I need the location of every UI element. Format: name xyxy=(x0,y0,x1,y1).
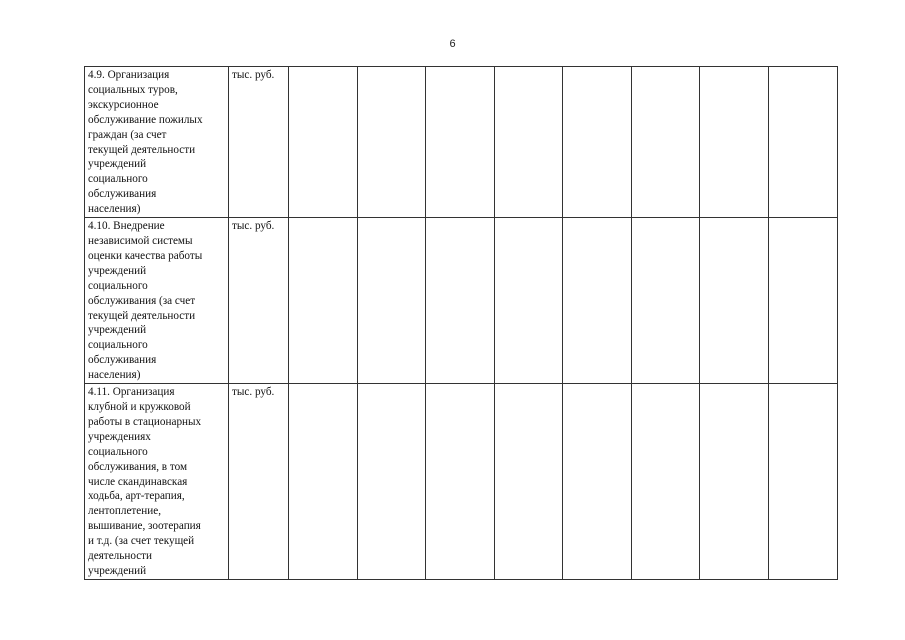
unit-cell xyxy=(229,67,289,218)
table-row xyxy=(85,384,838,580)
value-cell xyxy=(426,67,495,218)
unit-cell xyxy=(229,384,289,580)
table-row xyxy=(85,67,838,218)
value-cell xyxy=(563,67,632,218)
value-cell xyxy=(358,218,426,384)
measure-description: 4.9. Организация социальных туров, экскурсионное обслуживание пожилых граждан (за счет текущей деятельности учреждений социального обслуживания населения) xyxy=(88,69,203,216)
value-cell xyxy=(563,384,632,580)
value-cell xyxy=(700,67,769,218)
value-cell xyxy=(358,67,426,218)
value-cell xyxy=(769,218,838,384)
unit-cell xyxy=(229,218,289,384)
value-cell xyxy=(426,218,495,384)
value-cell xyxy=(289,384,358,580)
value-cell xyxy=(700,218,769,384)
unit-label: тыс. руб. xyxy=(232,220,275,233)
value-cell xyxy=(632,218,700,384)
program-indicators-table xyxy=(84,66,838,580)
table-row xyxy=(85,218,838,384)
value-cell xyxy=(563,218,632,384)
unit-label: тыс. руб. xyxy=(232,386,275,399)
value-cell xyxy=(289,218,358,384)
value-cell xyxy=(769,384,838,580)
measure-description-cell xyxy=(85,384,229,580)
value-cell xyxy=(495,67,563,218)
unit-label: тыс. руб. xyxy=(232,69,275,81)
measure-description: 4.10. Внедрение независимой системы оценки качества работы учреждений социального обслуживания (за счет текущей деятельности учреждений социального обслуживания населения) xyxy=(88,220,203,382)
value-cell xyxy=(358,384,426,580)
value-cell xyxy=(769,67,838,218)
value-cell xyxy=(495,384,563,580)
value-cell xyxy=(632,384,700,580)
value-cell xyxy=(632,67,700,218)
value-cell xyxy=(426,384,495,580)
measure-description-cell xyxy=(85,67,229,218)
page-number: 6 xyxy=(449,38,456,50)
value-cell xyxy=(700,384,769,580)
value-cell xyxy=(495,218,563,384)
measure-description-cell xyxy=(85,218,229,384)
measure-description: 4.11. Организация клубной и кружковой работы в стационарных учреждениях социального обслуживания, в том числе скандинавская ходьба, арт-терапия, лентоплетение, вышивание, зоотерапия и т.д. (за счет текущей деятельности учреждений xyxy=(88,386,202,577)
value-cell xyxy=(289,67,358,218)
